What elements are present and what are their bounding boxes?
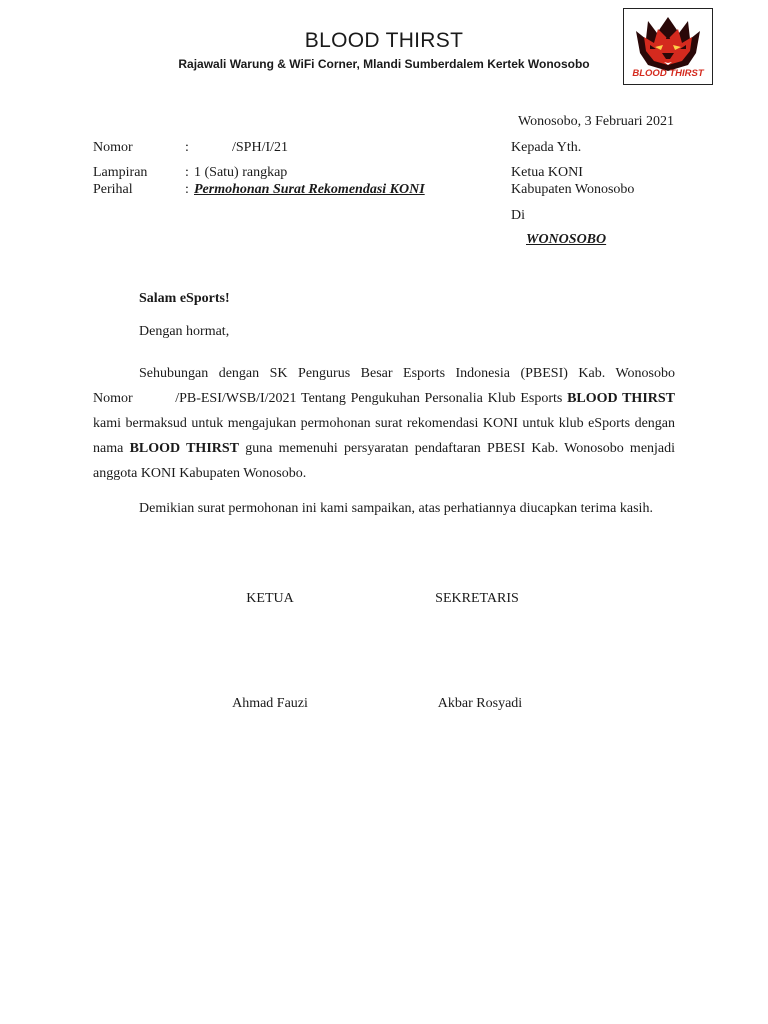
signature-title-sekretaris: SEKRETARIS: [435, 591, 519, 606]
club-name-1: BLOOD THIRST: [567, 391, 676, 406]
paragraph-1-part-3: kami bermaksud untuk mengajukan permohonan surat rekomendasi KONI untuk klub eSports dengan nama: [93, 416, 675, 456]
lampiran-label: Lampiran: [93, 165, 148, 180]
club-name-2: BLOOD THIRST: [129, 441, 240, 456]
organization-name: BLOOD THIRST: [304, 29, 464, 52]
recipient-line-1: Kepada Yth.: [511, 140, 582, 155]
lampiran-value: 1 (Satu) rangkap: [194, 165, 288, 180]
greeting: Salam eSports!: [139, 291, 230, 306]
organization-address: Rajawali Warung & WiFi Corner, Mlandi Sumberdalem Kertek Wonosobo: [178, 57, 590, 71]
nomor-label: Nomor: [93, 140, 133, 155]
perihal-label: Perihal: [93, 182, 133, 197]
recipient-city: WONOSOBO: [526, 232, 607, 247]
perihal-colon: :: [185, 182, 189, 197]
letter-date: Wonosobo, 3 Februari 2021: [518, 114, 674, 129]
paragraph-1-part-2: /PB-ESI/WSB/I/2021 Tentang Pengukuhan Personalia Klub Esports: [175, 391, 563, 406]
svg-text:BLOOD THIRST: BLOOD THIRST: [632, 68, 704, 79]
paragraph-1-part-1: Sehubungan dengan SK Pengurus Besar Esports Indonesia (PBESI) Kab. Wonosobo Nomor: [93, 366, 675, 406]
club-logo: [623, 8, 713, 85]
nomor-colon: :: [185, 140, 189, 155]
tiger-logo-icon: [624, 9, 712, 84]
perihal-value: Permohonan Surat Rekomendasi KONI: [194, 182, 425, 197]
recipient-line-2: Ketua KONI: [511, 165, 583, 180]
signature-name-sekretaris: Akbar Rosyadi: [437, 696, 523, 711]
paragraph-1-gap: [133, 391, 176, 406]
signature-title-ketua: KETUA: [246, 591, 294, 606]
lampiran-colon: :: [185, 165, 189, 180]
signature-name-ketua: Ahmad Fauzi: [232, 696, 308, 711]
paragraph-1: [93, 361, 675, 486]
opening: Dengan hormat,: [139, 324, 230, 339]
paragraph-1-part-4: guna memenuhi persyaratan pendaftaran PBESI Kab. Wonosobo menjadi anggota KONI Kabupaten Wonosobo.: [93, 441, 676, 481]
letter-body: [93, 286, 675, 521]
recipient-line-4: Di: [511, 208, 525, 223]
paragraph-2: Demikian surat permohonan ini kami sampaikan, atas perhatiannya diucapkan terima kasih.: [139, 501, 653, 516]
nomor-value: /SPH/I/21: [232, 140, 289, 155]
recipient-line-3: Kabupaten Wonosobo: [511, 182, 635, 197]
